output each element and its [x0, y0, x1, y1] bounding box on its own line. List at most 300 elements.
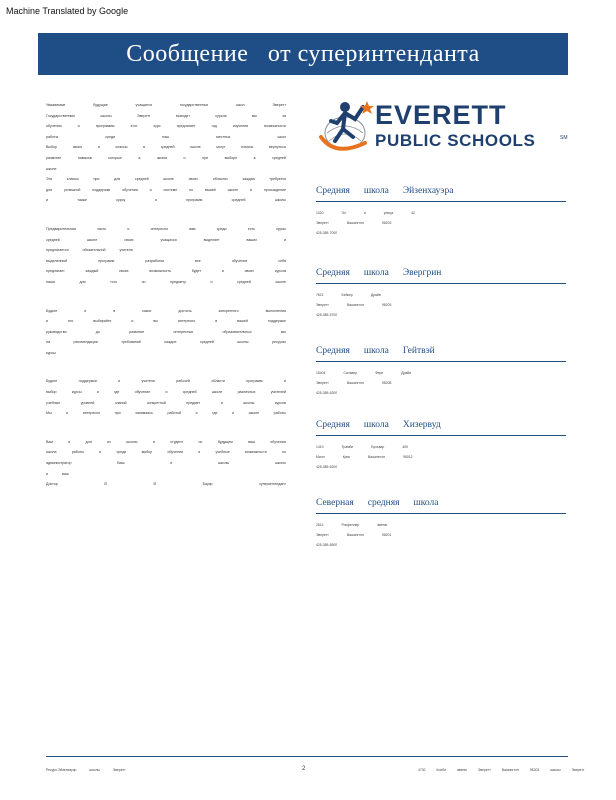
letter-word: своих [119, 269, 129, 274]
letter-word: вам [189, 226, 196, 231]
letter-word: мы [280, 329, 286, 334]
school-detail-line [316, 208, 566, 218]
letter-word: курсу [116, 198, 126, 203]
letter-word: развитие [129, 329, 145, 334]
school-detail-word: 98012 [403, 455, 413, 460]
letter-word: каждая [242, 177, 255, 182]
letter-word: мы [251, 113, 257, 118]
school-name [316, 268, 566, 284]
letter-line [46, 337, 286, 348]
letter-word: все [195, 258, 201, 263]
school-detail-word: Бейкер [341, 293, 353, 297]
letter-word: программы [95, 124, 115, 129]
letter-word: средней [200, 340, 214, 345]
school-name-word: Средняя [316, 346, 350, 356]
letter-word: которые [108, 155, 122, 160]
school-detail-word: Вашингтон [346, 221, 365, 226]
letter-word: возможность [149, 269, 171, 274]
letter-word: школе [46, 166, 57, 171]
letter-word: своих [188, 177, 199, 182]
letter-word: программ [98, 258, 115, 263]
letter-word: и [118, 379, 121, 384]
school-name-word: Эвергрин [402, 268, 442, 278]
school-detail-word: 400 [402, 445, 408, 449]
school-detail-word: 425-385-7000 [316, 231, 338, 236]
letter-word: за [282, 113, 286, 118]
school-block [316, 346, 566, 399]
letter-word: средней [134, 177, 149, 182]
letter-word: выбор [46, 390, 57, 395]
letter-word: государственных [179, 103, 209, 107]
logo-text-public-schools: PUBLIC SCHOOLS [375, 131, 536, 150]
letter-word: конкретной [147, 400, 166, 405]
letter-word: и [165, 390, 168, 395]
letter-word: школы [243, 400, 255, 405]
letter-word: Эти [46, 177, 53, 182]
title-banner [38, 33, 568, 75]
letter-word: и [68, 439, 71, 444]
letter-word: наш [162, 134, 170, 139]
school-detail-word: Эверетт [316, 533, 329, 538]
school-detail-word: Крик [342, 455, 350, 460]
school-detail-word: 42 [411, 211, 415, 215]
letter-word: будущем [217, 439, 233, 444]
school-name-word: Эйзенхауэра [402, 186, 454, 196]
school-detail-word: 1020 [316, 211, 324, 215]
letter-word: будет [191, 269, 202, 274]
letter-paragraph [46, 100, 286, 206]
letter-paragraph [46, 376, 286, 418]
school-details [316, 442, 566, 473]
letter-word: школа [46, 450, 57, 455]
school-name [316, 186, 566, 202]
letter-line [46, 306, 286, 317]
school-detail-word: 98203 [382, 303, 392, 308]
letter-word: программ [186, 198, 203, 203]
letter-word: вы [153, 319, 158, 324]
letter-word: выбирайте [93, 319, 112, 324]
letter-word: рабочей [176, 379, 191, 384]
letter-word: работы [71, 450, 84, 455]
letter-word: вернуться [269, 145, 286, 150]
letter-line [46, 458, 286, 469]
letter-word: предлагает [46, 269, 65, 274]
letter-word: каждое [164, 340, 177, 345]
letter-word: и [99, 450, 102, 455]
school-detail-word: 2514 [316, 523, 324, 527]
letter-word: разработки [145, 258, 165, 263]
letter-word: для [46, 187, 53, 192]
letter-word: программ [246, 379, 263, 384]
letter-word: и [154, 198, 157, 203]
school-name-word: школа [363, 268, 389, 278]
letter-word: в [253, 155, 256, 160]
letter-word: и [46, 319, 49, 324]
letter-word: в [138, 155, 141, 160]
letter-word: где [114, 390, 120, 395]
letter-word: Бауэр [202, 482, 213, 487]
school-detail-word: 1419 [316, 445, 324, 449]
school-block [316, 420, 566, 473]
letter-word: развитие [46, 155, 62, 160]
school-detail-line [316, 300, 566, 310]
letter-word: средней [182, 390, 197, 395]
letter-word: Будьте [46, 308, 58, 313]
school-detail-word: Драйв [401, 371, 412, 375]
school-detail-word: Сильвер [343, 371, 358, 375]
school-name-word: Средняя [316, 186, 350, 196]
letter-word: поддержки [78, 379, 97, 384]
school-detail-word: Рокфеллер [341, 523, 360, 527]
school-detail-word: Эл [341, 211, 346, 215]
school-name-word: Северная [316, 498, 354, 508]
letter-word: достичь [178, 308, 192, 313]
school-name-word: школа [413, 498, 439, 508]
superintendent-letter [46, 100, 286, 508]
letter-word: школе [248, 411, 260, 416]
letter-word: есть [247, 226, 256, 231]
letter-word: и [183, 155, 186, 160]
school-name [316, 346, 566, 362]
school-detail-word: 7621 [316, 293, 324, 297]
letter-word: работы [46, 134, 59, 139]
letter-word: и [210, 279, 213, 284]
letter-word: среди [116, 450, 127, 455]
letter-word: интересно [177, 319, 196, 324]
letter-word: среди [105, 134, 116, 139]
letter-word: по [189, 187, 194, 192]
letter-word: и [127, 226, 130, 231]
letter-word: и [195, 411, 198, 416]
letter-word: различных [237, 390, 256, 395]
letter-word: помочь [241, 145, 254, 150]
letter-word: обучение [231, 258, 248, 263]
letter-word: где [212, 411, 218, 416]
letter-line [46, 224, 286, 235]
school-detail-word: Драйв [370, 293, 381, 297]
letter-word: при [93, 177, 100, 182]
letter-word: обучение [134, 390, 151, 395]
letter-word: жизни [156, 155, 168, 160]
letter-word: каждый [85, 269, 99, 274]
letter-word: школ [236, 103, 245, 107]
letter-word: обязательной [82, 248, 106, 253]
school-detail-line [316, 218, 566, 228]
school-name-word: средняя [367, 498, 400, 508]
letter-word: будущие [93, 103, 108, 107]
letter-word: руководство [46, 329, 67, 334]
letter-word: по [282, 450, 286, 455]
school-detail-word: Вашингтон [346, 381, 365, 386]
letter-word: учебные [46, 400, 61, 405]
letter-line [46, 437, 286, 448]
school-detail-word: 98201 [382, 533, 392, 538]
letter-word: знаний [114, 400, 127, 405]
letter-word: среди [216, 226, 227, 231]
school-detail-word: Трамбл [341, 445, 354, 449]
letter-line [46, 479, 286, 490]
letter-word: средней [272, 155, 286, 160]
letter-word: и [84, 308, 87, 313]
letter-word: требований [121, 340, 141, 345]
letter-word: школы [126, 439, 138, 444]
letter-word: на [46, 340, 50, 345]
school-detail-line [316, 228, 566, 238]
letter-word: выделенный [46, 258, 68, 263]
letter-word: и [283, 379, 286, 384]
letter-word: выходит [176, 113, 190, 118]
letter-word: занимаясь [135, 411, 153, 416]
school-detail-word: улица [383, 211, 394, 215]
letter-word: вашей [204, 187, 216, 192]
letter-word: и [283, 237, 286, 242]
letter-word: школы [237, 340, 249, 345]
letter-word: средней [231, 198, 246, 203]
letter-word: Уважаемые [46, 103, 66, 107]
letter-word: себя [278, 258, 286, 263]
letter-word: обучения [46, 124, 62, 129]
letter-word: для [85, 439, 92, 444]
letter-word: учителя [141, 379, 155, 384]
school-name-word: школа [363, 346, 389, 356]
letter-word: учащиеся [135, 103, 152, 107]
letter-word: Будьте [46, 379, 58, 384]
letter-line [46, 121, 286, 132]
school-details [316, 520, 566, 551]
letter-word: суперинтендант [259, 482, 286, 487]
letter-line [46, 245, 286, 256]
letter-word: ваших [246, 237, 258, 242]
school-name [316, 420, 566, 436]
letter-word: могут [216, 145, 226, 150]
letter-word: работой [167, 411, 182, 416]
letter-word: и [46, 471, 49, 476]
letter-line [46, 111, 286, 122]
school-name-word: Средняя [316, 268, 350, 278]
school-detail-word: 425-385-6500 [316, 543, 338, 548]
letter-line [46, 100, 286, 111]
letter-word: образовательных [222, 329, 252, 334]
letter-paragraph [46, 306, 286, 359]
letter-word: и [152, 439, 155, 444]
letter-word: прохождение [263, 187, 286, 192]
letter-word: Й [104, 482, 107, 487]
letter-word: уровней [80, 400, 95, 405]
letter-line [46, 142, 286, 153]
letter-word: классы [66, 177, 79, 182]
letter-word: студент [170, 439, 184, 444]
letter-word: области [211, 379, 225, 384]
letter-line [46, 316, 286, 327]
letter-word: требуется [269, 177, 286, 182]
letter-word: навыков [77, 155, 92, 160]
letter-line [46, 277, 286, 288]
letter-line [46, 132, 286, 143]
letter-word: конкретного [218, 308, 239, 313]
letter-line [46, 408, 286, 419]
school-detail-line [316, 462, 566, 472]
letter-word: работы [273, 411, 286, 416]
letter-word: и [96, 390, 99, 395]
school-detail-word: Вашингтон [346, 303, 365, 308]
letter-word: средней [237, 279, 251, 284]
school-details [316, 290, 566, 321]
school-name-word: Хизервуд [402, 420, 441, 430]
letter-word: и [131, 319, 134, 324]
letter-word: и [170, 461, 173, 466]
letter-word: школе [86, 237, 98, 242]
letter-line [46, 153, 286, 164]
letter-word: школе [227, 187, 239, 192]
letter-word: возможности [264, 124, 286, 129]
letter-line [46, 348, 286, 359]
letter-word: предлагается [46, 248, 69, 253]
district-logo [315, 97, 575, 157]
school-name-word: школа [363, 420, 389, 430]
letter-word: выделяет [203, 237, 220, 242]
school-detail-word: 425-385-6200 [316, 465, 338, 470]
letter-paragraph [46, 224, 286, 288]
letter-word: учителя [119, 248, 133, 253]
letter-word: и [198, 450, 201, 455]
school-name-word: школа [363, 186, 389, 196]
letter-word: Предварительная [46, 226, 76, 231]
letter-word: по [141, 279, 146, 284]
school-detail-word: авеню [377, 523, 388, 527]
school-detail-word: 425-385-6200 [316, 391, 338, 396]
school-name-word: Гейтвэй [402, 346, 435, 356]
letter-word: своих [72, 145, 83, 150]
letter-word: выбор [141, 450, 153, 455]
letter-word: интересно [150, 226, 168, 231]
letter-word: курсы [46, 350, 56, 355]
school-detail-line [316, 442, 566, 452]
letter-word: системе [163, 187, 178, 192]
letter-line [46, 185, 286, 196]
letter-word: своих [244, 269, 255, 274]
footer-rule [46, 756, 568, 757]
letter-word: успешной [64, 187, 81, 192]
letter-word: областях [212, 177, 228, 182]
letter-word: школы [218, 461, 230, 466]
letter-line [46, 164, 286, 175]
letter-line [46, 387, 286, 398]
school-detail-word: Милл [316, 455, 325, 460]
machine-translated-note: Machine Translated by Google [6, 6, 129, 16]
letter-word: интересно [82, 411, 101, 416]
school-detail-word: Вашингтон [346, 533, 365, 538]
school-detail-line [316, 388, 566, 398]
school-detail-word: Эверетт [316, 303, 329, 308]
letter-word: обучения [167, 450, 183, 455]
school-block [316, 268, 566, 321]
school-details [316, 368, 566, 399]
letter-word: школе [163, 177, 174, 182]
school-detail-line [316, 540, 566, 550]
letter-word: рекомендации [73, 340, 98, 345]
school-block [316, 186, 566, 239]
letter-word: и [221, 269, 224, 274]
letter-word: курсов [274, 269, 286, 274]
school-detail-word: Ферн [375, 371, 384, 375]
letter-word: выполнения [265, 308, 286, 313]
letter-line [46, 398, 286, 409]
letter-word: его [68, 319, 74, 324]
letter-word: школе [275, 279, 286, 284]
letter-word: год [211, 124, 217, 129]
letter-word: учителей [270, 390, 286, 395]
letter-word: Эверетт [272, 103, 286, 107]
letter-word: ресурсы [272, 340, 286, 345]
letter-word: поддержки [92, 187, 111, 192]
page-number: 2 [302, 766, 306, 772]
letter-line [46, 469, 286, 480]
letter-word: обучения [122, 187, 138, 192]
letter-word: наши [46, 279, 55, 284]
letter-word: возможности [245, 450, 267, 455]
letter-word: школ [277, 134, 286, 139]
district-logo-icon [315, 97, 375, 157]
letter-word: в [143, 145, 146, 150]
letter-word: при [202, 155, 209, 160]
letter-word: в [113, 308, 116, 313]
letter-word: изучения [232, 124, 249, 129]
school-detail-word: 425-385-5700 [316, 313, 338, 318]
letter-word: Государственные [46, 113, 76, 118]
letter-word: также [77, 198, 87, 203]
letter-word: школы [100, 113, 112, 118]
school-detail-line [316, 452, 566, 462]
letter-word: того [110, 279, 118, 284]
school-detail-word: 15404 [316, 371, 326, 375]
letter-word: местных [216, 134, 231, 139]
letter-line [46, 327, 286, 338]
letter-word: до [95, 329, 100, 334]
page-title: Сообщение от суперинтенданта [126, 40, 480, 67]
letter-word: средней [46, 237, 60, 242]
letter-word: учебные [215, 450, 230, 455]
letter-word: Выбор [46, 145, 58, 150]
letter-word: и [46, 198, 49, 203]
letter-line [46, 376, 286, 387]
school-detail-word: Бульвар [371, 445, 385, 449]
letter-word: Мы [46, 411, 52, 416]
letter-word: поддержке [267, 319, 286, 324]
letter-word: в [215, 319, 218, 324]
school-detail-line [316, 368, 566, 378]
school-details [316, 208, 566, 239]
letter-word: учащихся [160, 237, 177, 242]
letter-word: обучения [270, 439, 286, 444]
letter-word: школы [274, 461, 286, 466]
school-detail-word: Эверетт [316, 221, 329, 226]
letter-word: Вам [46, 439, 53, 444]
letter-word: средней [160, 145, 175, 150]
school-detail-word: Вашингтон [367, 455, 386, 460]
letter-word: предмету [170, 279, 186, 284]
letter-line [46, 174, 286, 185]
school-detail-line [316, 378, 566, 388]
letter-word: и [232, 411, 235, 416]
letter-word: курс [153, 124, 161, 129]
letter-word: и [66, 411, 69, 416]
school-detail-line [316, 520, 566, 530]
school-block [316, 498, 566, 551]
school-detail-word: и [363, 211, 366, 215]
letter-word: вашей [237, 319, 248, 324]
letter-word: ваш [248, 439, 255, 444]
school-name-word: Средняя [316, 420, 350, 430]
